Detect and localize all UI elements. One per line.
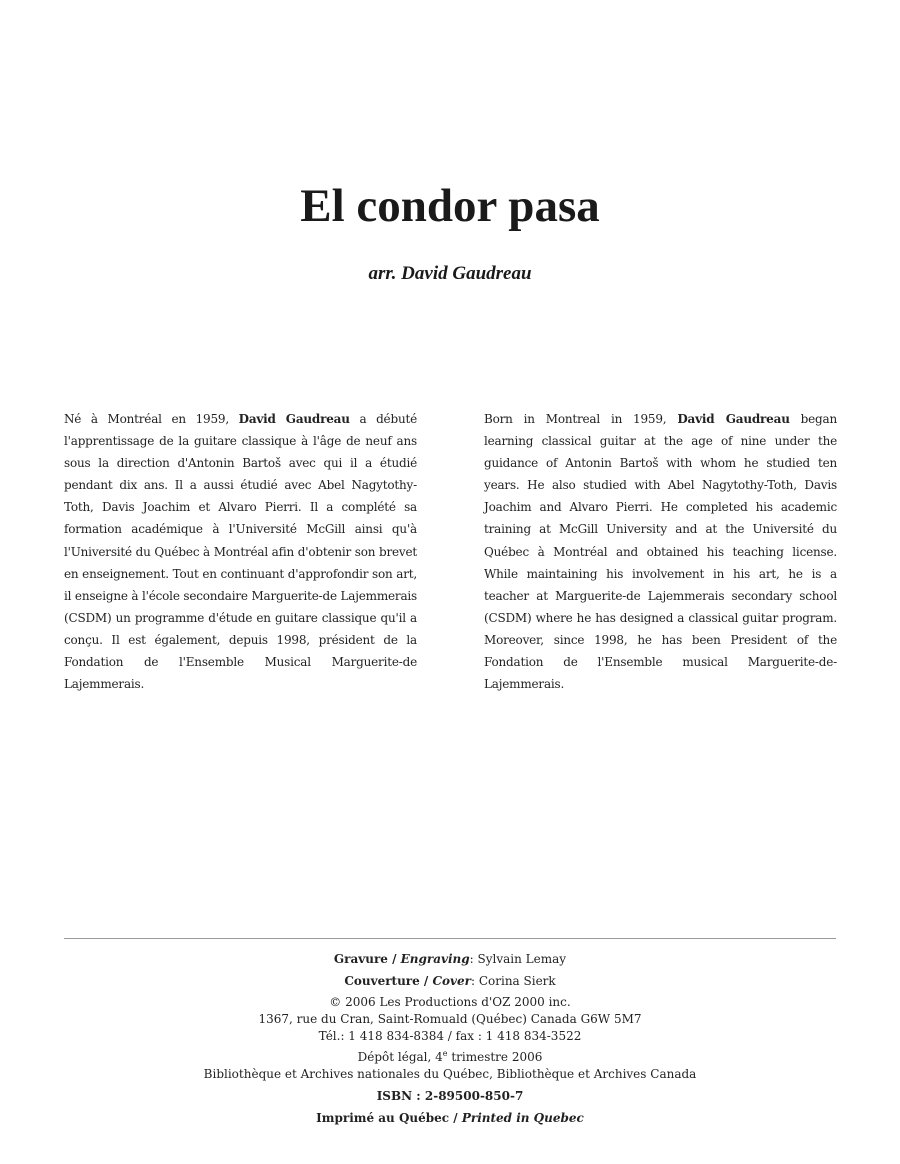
arranger-credit: arr. David Gaudreau <box>368 263 532 284</box>
biography-english <box>484 408 837 695</box>
printed-fr: Imprimé au Québec <box>316 1111 450 1125</box>
legal-deposit <box>0 1049 900 1066</box>
bio-en-text: began learning classical guitar at the age of nine under the guidance of Antonin Bartoš with whom he studied ten years. He also studied with Abel Nagytothy-Toth, Davis Joachim and Alvaro Pierri. He completed his academic training at McGill University and at the Université du Québec à Montréal and obtained his teaching license. While maintaining his involvement in his art, he is a teacher at Marguerite-de Lajemmerais secondary school (CSDM) where he has designed a classical guitar program. Moreover, since 1998, he has been President of the Fondation de l'Ensemble musical Marguerite-de-Lajemmerais. <box>484 412 837 692</box>
bio-en-lead: Born in Montreal in 1959, <box>484 412 678 426</box>
legal-deposit-sup: e <box>442 1049 448 1058</box>
bio-fr-name: David Gaudreau <box>238 412 350 426</box>
cover-name: : Corina Sierk <box>470 974 556 988</box>
cover-separator: / <box>419 974 433 988</box>
bio-fr-lead: Né à Montréal en 1959, <box>64 412 239 426</box>
bio-fr-text: a débuté l'apprentissage de la guitare classique à l'âge de neuf ans sous la direction d'Antonin Bartoš avec qui il a étudié pendant dix ans. Il a aussi étudié avec Abel Nagytothy-Toth, Davis Joachim et Alvaro Pierri. Il a complété sa formation académique à l'Université McGill ainsi qu'à l'Université du Québec à Montréal afin d'obtenir son brevet en enseignement. Tout en continuant d'approfondir son art, il enseigne à l'école secondaire Marguerite-de Lajemmerais (CSDM) un programme d'étude en guitare classique qu'il a conçu. Il est également, depuis 1998, président de la Fondation de l'Ensemble Musical Marguerite-de Lajemmerais. <box>64 412 417 692</box>
biography-french <box>64 408 417 695</box>
bio-en-name: David Gaudreau <box>677 412 790 426</box>
page-title: El condor pasa <box>300 180 600 232</box>
printed-line <box>0 1109 900 1127</box>
publisher-phone: Tél.: 1 418 834-8384 / fax : 1 418 834-3522 <box>318 1029 582 1043</box>
cover-credit <box>0 972 900 990</box>
publisher-address: 1367, rue du Cran, Saint-Romuald (Québec) Canada G6W 5M7 <box>258 1012 642 1026</box>
engraving-credit <box>0 950 900 968</box>
cover-label-en: Cover <box>432 974 471 988</box>
isbn-line: ISBN : 2-89500-850-7 <box>376 1089 524 1103</box>
engraving-label-fr: Gravure <box>333 952 388 966</box>
engraving-label-en: Engraving <box>400 952 470 966</box>
engraving-separator: / <box>387 952 401 966</box>
credits-block <box>0 950 900 1127</box>
engraving-name: : Sylvain Lemay <box>469 952 567 966</box>
cover-label-fr: Couverture <box>344 974 420 988</box>
copyright-line: © 2006 Les Productions d'OZ 2000 inc. <box>329 995 571 1009</box>
printed-separator: / <box>449 1111 462 1125</box>
libraries-line: Bibliothèque et Archives nationales du Québec, Bibliothèque et Archives Canada <box>203 1067 697 1081</box>
footer-divider <box>64 938 836 939</box>
printed-en: Printed in Quebec <box>461 1111 584 1125</box>
legal-deposit-post: trimestre 2006 <box>447 1050 543 1064</box>
legal-deposit-pre: Dépôt légal, 4 <box>357 1050 443 1064</box>
